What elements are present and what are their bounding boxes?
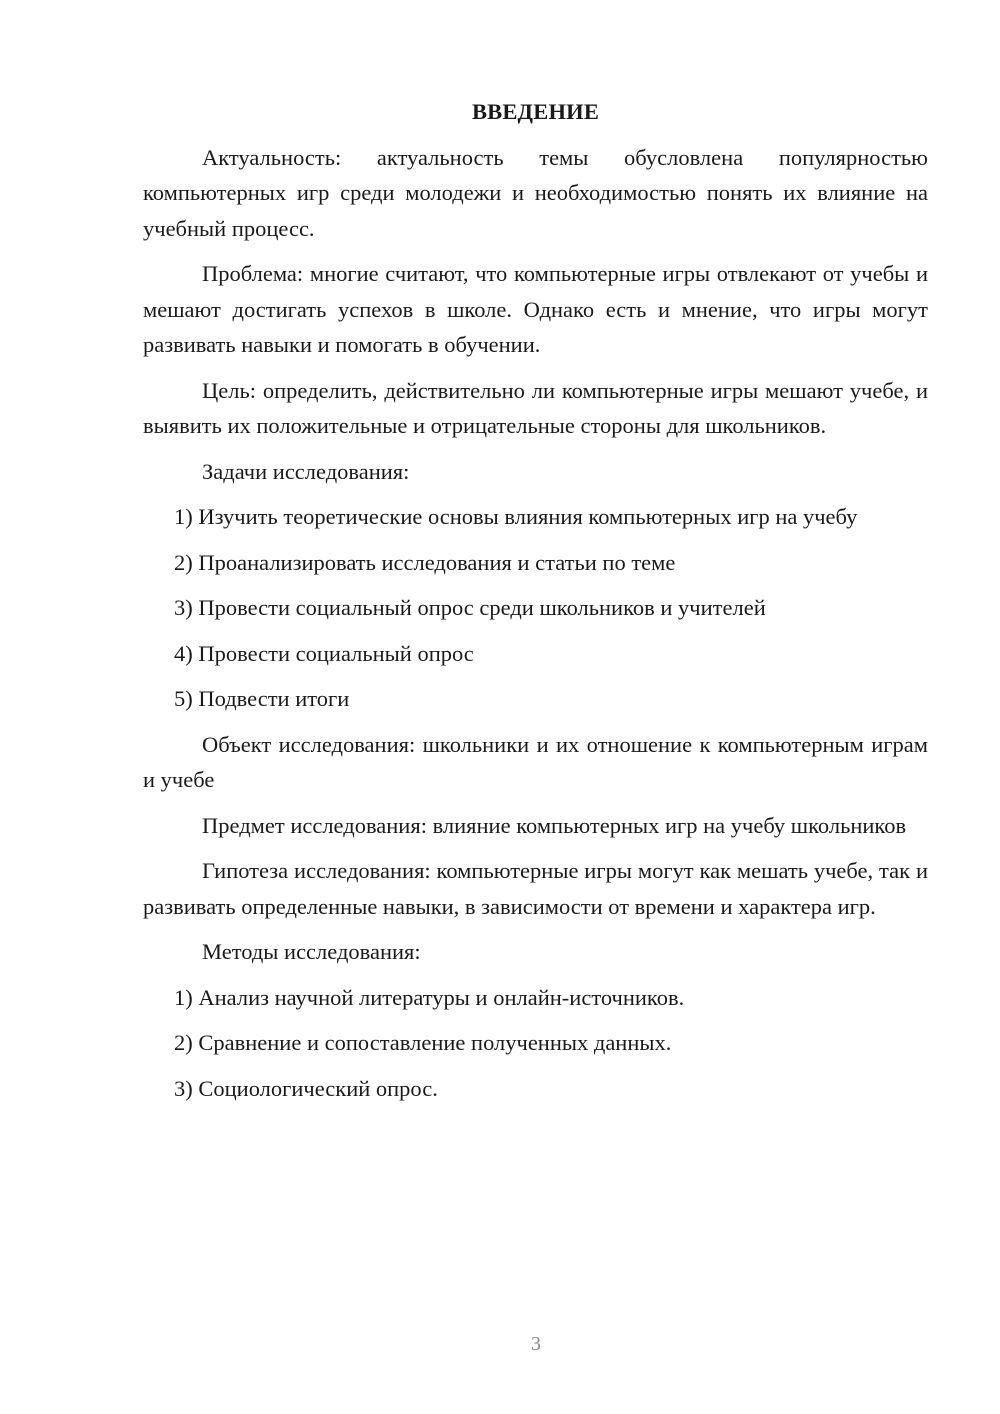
task-item: 4) Провести социальный опрос [174,640,474,666]
method-item: 3) Социологический опрос. [174,1075,438,1101]
relevance-paragraph: Актуальность: актуальность темы обусловлена популярностью компьютерных игр среди молодежи и необходимостью понять их влияние на учебный процесс. [143,144,928,241]
methods-heading: Методы исследования: [202,939,421,964]
subject-paragraph: Предмет исследования: влияние компьютерных игр на учебу школьников [202,812,907,838]
goal-paragraph: Цель: определить, действительно ли компьютерные игры мешают учебе, и выявить их положительные и отрицательные стороны для школьников. [143,377,928,438]
method-item: 1) Анализ научной литературы и онлайн-источников. [174,984,685,1010]
section-title: ВВЕДЕНИЕ [471,99,600,124]
hypothesis-paragraph: Гипотеза исследования: компьютерные игры могут как мешать учебе, так и развивать определенные навыки, в зависимости от времени и характера игр. [143,858,928,919]
task-item: 5) Подвести итоги [174,686,350,711]
task-item: 2) Проанализировать исследования и статьи по теме [174,549,676,575]
object-paragraph: Объект исследования: школьники и их отношение к компьютерным играм и учебе [143,731,928,792]
task-item: 1) Изучить теоретические основы влияния компьютерных игр на учебу [174,504,858,529]
tasks-heading: Задачи исследования: [202,458,410,484]
method-item: 2) Сравнение и сопоставление полученных данных. [174,1030,672,1055]
page-content [143,94,928,1116]
problem-paragraph: Проблема: многие считают, что компьютерные игры отвлекают от учебы и мешают достигать успехов в школе. Однако есть и мнение, что игры могут развивать навыки и помогать в обучении. [143,261,928,357]
task-item: 3) Провести социальный опрос среди школьников и учителей [174,595,766,620]
page-number: 3 [531,1333,541,1355]
